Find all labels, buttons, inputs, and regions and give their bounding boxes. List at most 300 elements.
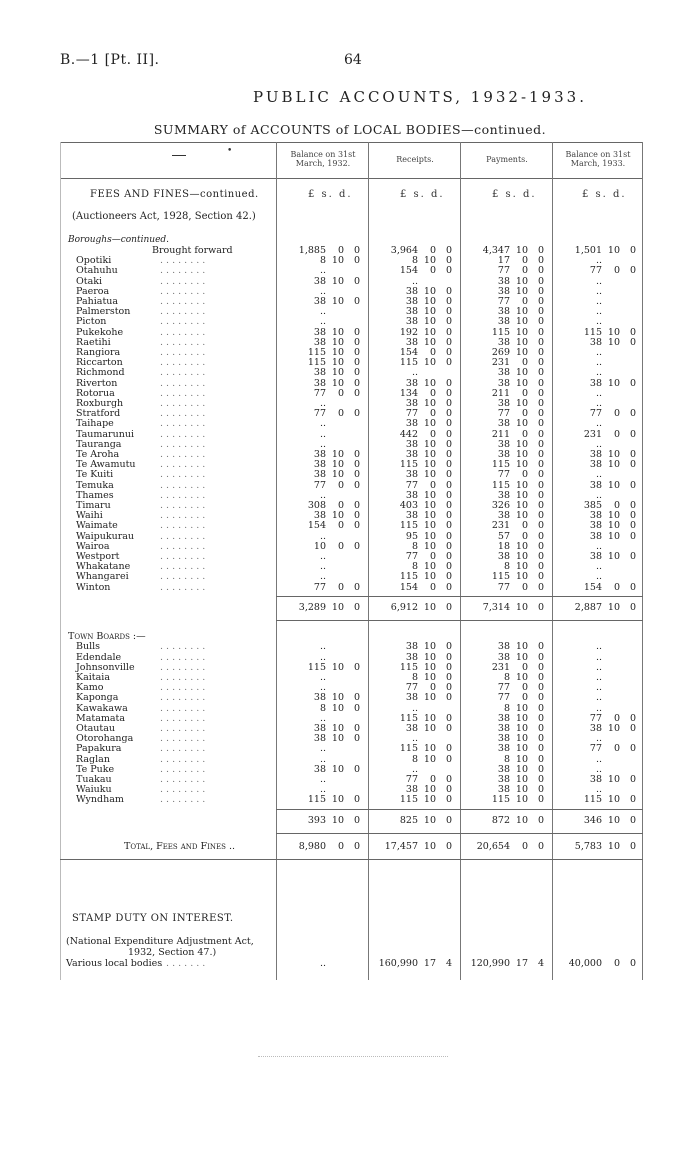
pounds: 115: [307, 347, 326, 358]
shillings: 0: [521, 840, 528, 852]
pounds: 38: [497, 773, 510, 785]
pounds: 38: [405, 418, 418, 430]
amount-c2: [378, 841, 452, 852]
shillings: 10: [423, 459, 436, 471]
row-label: Kaponga: [76, 692, 119, 704]
leader-dots: . . . . . . . .: [160, 500, 206, 511]
pounds: 38: [497, 418, 510, 430]
shillings: 0: [337, 500, 344, 511]
pounds: ..: [319, 265, 326, 277]
amount-c3: [470, 815, 544, 826]
pence: 0: [629, 520, 636, 532]
shillings: 10: [607, 773, 620, 785]
amount-c4: [562, 582, 636, 593]
shillings: 10: [423, 561, 436, 573]
pence: 0: [537, 712, 544, 724]
stub-dot: •: [227, 146, 233, 156]
shillings: 10: [423, 571, 436, 583]
pounds: 115: [491, 459, 510, 471]
pence: 0: [629, 581, 636, 593]
shillings: 10: [331, 367, 344, 379]
pounds: ..: [595, 702, 602, 714]
pounds: ..: [595, 571, 602, 583]
pence: 0: [445, 651, 452, 663]
pence: 0: [629, 500, 636, 511]
pence: 0: [353, 479, 360, 491]
pounds: 38: [589, 336, 602, 348]
pounds: 77: [497, 296, 510, 307]
pence: 0: [537, 347, 544, 358]
leader-dots: . . . . . . . .: [160, 551, 206, 562]
pounds: 8: [503, 561, 510, 573]
page-title: PUBLIC ACCOUNTS, 1932-1933.: [253, 88, 587, 106]
pence: 0: [629, 840, 636, 852]
pounds: 77: [497, 408, 510, 420]
pounds: 8: [411, 671, 418, 683]
pence: 0: [353, 661, 360, 673]
leader-dots: . . . . . . . .: [160, 530, 206, 542]
row-label: Te Awamutu: [76, 459, 136, 471]
row-label: Stratford: [76, 408, 121, 420]
pounds: 231: [491, 661, 510, 673]
header-rule: [60, 178, 643, 179]
shillings: 10: [331, 722, 344, 734]
pounds: 115: [399, 712, 418, 724]
row-label: Raglan: [76, 753, 110, 765]
pounds: 115: [307, 794, 326, 806]
row-label: Total, Fees and Fines ..: [124, 840, 235, 852]
pence: 0: [445, 571, 452, 583]
leader-dots: . . . . . . . .: [160, 692, 206, 704]
pounds: 77: [405, 408, 418, 420]
pounds: 77: [497, 581, 510, 593]
shillings: 0: [337, 408, 344, 420]
shillings: 10: [515, 245, 528, 256]
leader-dots: . . . . . . . .: [160, 336, 206, 348]
pence: 0: [353, 336, 360, 348]
shillings: 10: [607, 794, 620, 806]
pounds: ..: [319, 712, 326, 724]
shillings: 0: [521, 357, 528, 369]
shillings: 10: [515, 306, 528, 318]
shillings: 10: [331, 255, 344, 267]
pence: 0: [445, 489, 452, 501]
pence: 0: [353, 326, 360, 338]
shillings: 10: [607, 326, 620, 338]
shillings: 10: [423, 510, 436, 522]
row-label: Kamo: [76, 682, 104, 694]
pounds: 160,990: [378, 958, 418, 969]
shillings: 0: [429, 387, 436, 399]
pounds: 115: [307, 661, 326, 673]
pounds: 38: [313, 763, 326, 775]
row-label: Various local bodies: [66, 958, 163, 969]
pounds: 7,314: [482, 601, 510, 613]
pounds: 346: [583, 814, 602, 826]
shillings: 10: [423, 520, 436, 532]
pounds: ..: [595, 540, 602, 552]
pence: 0: [353, 500, 360, 511]
pounds: 38: [497, 489, 510, 501]
pence: 0: [537, 428, 544, 440]
shillings: 0: [337, 581, 344, 593]
shillings: 10: [423, 449, 436, 460]
pence: 0: [445, 255, 452, 267]
grand-total-row: [60, 841, 643, 852]
subtotal-rule: [276, 809, 643, 810]
row-label: Wairoa: [76, 540, 110, 552]
pence: 0: [445, 316, 452, 328]
pence: 0: [353, 347, 360, 358]
shillings: 10: [423, 661, 436, 673]
leader-dots: . . . . . . . .: [160, 418, 206, 430]
pounds: 8: [411, 753, 418, 765]
leader-dots: . . . . . . . .: [160, 753, 206, 765]
pence: 0: [445, 306, 452, 318]
pounds: 20,654: [476, 840, 510, 852]
amount-c3: [470, 794, 544, 805]
leader-dots: . . . . . . . .: [160, 682, 206, 694]
pence: 0: [445, 661, 452, 673]
row-label: Raetihi: [76, 336, 111, 348]
pounds: 77: [405, 479, 418, 491]
borough-row: [60, 582, 643, 593]
pounds: 38: [405, 469, 418, 481]
pence: 0: [353, 377, 360, 389]
pounds: 38: [405, 438, 418, 450]
pence: 0: [537, 316, 544, 328]
pence: 0: [537, 408, 544, 420]
pounds: 38: [497, 743, 510, 755]
pounds: 872: [491, 814, 510, 826]
amount-c2: [378, 602, 452, 613]
pounds: ..: [319, 958, 326, 969]
shillings: 10: [607, 551, 620, 562]
pounds: 38: [405, 306, 418, 318]
pence: 0: [537, 306, 544, 318]
pounds: ..: [595, 784, 602, 796]
pounds: 115: [399, 794, 418, 806]
pence: 0: [537, 814, 544, 826]
stub-dash: [172, 155, 186, 156]
pounds: 211: [491, 387, 510, 399]
pounds: 77: [497, 682, 510, 694]
pounds: 115: [399, 520, 418, 532]
pounds: 38: [497, 449, 510, 460]
pounds: 38: [405, 510, 418, 522]
amount-c3: [470, 602, 544, 613]
pence: 0: [445, 794, 452, 806]
pounds: 38: [313, 275, 326, 287]
pence: 0: [537, 245, 544, 256]
fees-heading: FEES AND FINES—continued.: [90, 189, 259, 200]
pounds: 154: [583, 581, 602, 593]
shillings: 10: [423, 285, 436, 297]
shillings: 0: [521, 661, 528, 673]
pence: 0: [537, 530, 544, 542]
units-col-3: £ s. d.: [492, 189, 537, 200]
shillings: 10: [515, 763, 528, 775]
amount-c1: [286, 602, 360, 613]
shillings: 10: [423, 601, 436, 613]
pounds: ..: [319, 438, 326, 450]
row-label: Tauranga: [76, 438, 122, 450]
pence: 0: [629, 551, 636, 562]
pounds: ..: [411, 367, 418, 379]
row-label: Bulls: [76, 641, 101, 653]
pence: 0: [629, 601, 636, 613]
pounds: 38: [497, 285, 510, 297]
pounds: 8: [503, 753, 510, 765]
subtotal-rule: [276, 596, 643, 597]
row-label: Otorohanga: [76, 733, 134, 745]
pounds: 115: [491, 571, 510, 583]
pounds: 10: [313, 540, 326, 552]
shillings: 10: [331, 510, 344, 522]
pence: 0: [445, 510, 452, 522]
shillings: 10: [331, 814, 344, 826]
leader-dots: . . . . . . . .: [160, 581, 206, 593]
auctioneers-act: (Auctioneers Act, 1928, Section 42.): [72, 211, 256, 222]
pounds: 385: [583, 500, 602, 511]
shillings: 10: [515, 561, 528, 573]
pounds: 115: [399, 571, 418, 583]
shillings: 10: [607, 530, 620, 542]
pounds: 154: [399, 581, 418, 593]
pounds: ..: [319, 773, 326, 785]
row-label: Brought forward: [152, 245, 233, 256]
pounds: 38: [497, 651, 510, 663]
shillings: 10: [423, 418, 436, 430]
pounds: 95: [405, 530, 418, 542]
shillings: 0: [521, 520, 528, 532]
shillings: 0: [337, 245, 344, 256]
pence: 0: [537, 753, 544, 765]
pence: 0: [537, 733, 544, 745]
amount-c4: [562, 602, 636, 613]
amount-c2: [378, 815, 452, 826]
leader-dots: . . . . . . . .: [160, 357, 206, 369]
leader-dots: . . . . . . . .: [160, 561, 206, 573]
shillings: 10: [515, 753, 528, 765]
page-reference: B.—1 [Pt. II].: [60, 52, 160, 68]
pence: 0: [445, 682, 452, 694]
shillings: 0: [521, 682, 528, 694]
row-label: Riccarton: [76, 357, 123, 369]
pence: 0: [629, 712, 636, 724]
pounds: ..: [595, 306, 602, 318]
row-label: Whakatane: [76, 561, 131, 573]
shillings: 0: [429, 551, 436, 562]
leader-dots: . . . . . . . .: [160, 661, 206, 673]
pounds: 38: [405, 651, 418, 663]
shillings: 0: [521, 581, 528, 593]
amount-c1: [286, 582, 360, 593]
pence: 0: [445, 601, 452, 613]
shillings: 10: [515, 641, 528, 653]
pence: 0: [537, 671, 544, 683]
shillings: 0: [429, 245, 436, 256]
pence: 0: [353, 814, 360, 826]
pounds: 77: [313, 408, 326, 420]
amount-c1: [286, 815, 360, 826]
pence: 0: [537, 479, 544, 491]
pounds: 38: [497, 377, 510, 389]
shillings: 10: [607, 840, 620, 852]
amount-c3: [470, 582, 544, 593]
shillings: 0: [521, 530, 528, 542]
shillings: 10: [515, 712, 528, 724]
pounds: 231: [491, 357, 510, 369]
pounds: 115: [399, 743, 418, 755]
pence: 0: [537, 540, 544, 552]
shillings: 10: [515, 722, 528, 734]
shillings: 10: [331, 692, 344, 704]
pence: 0: [537, 459, 544, 471]
pence: 0: [629, 794, 636, 806]
boroughs-heading: Boroughs—continued.: [68, 235, 170, 245]
shillings: 10: [423, 316, 436, 328]
shillings: 10: [331, 601, 344, 613]
pounds: 38: [405, 449, 418, 460]
row-label: Richmond: [76, 367, 125, 379]
pence: 0: [445, 753, 452, 765]
pence: 0: [353, 763, 360, 775]
shillings: 10: [423, 641, 436, 653]
pounds: ..: [319, 418, 326, 430]
pounds: 38: [405, 722, 418, 734]
pence: 4: [445, 958, 452, 969]
top-rule: [60, 142, 643, 143]
boroughs-total-row: [60, 602, 643, 613]
pence: 0: [445, 245, 452, 256]
pounds: 38: [497, 316, 510, 328]
leader-dots: . . . . . . . .: [160, 540, 206, 552]
shillings: 10: [515, 285, 528, 297]
shillings: 10: [607, 479, 620, 491]
pence: 0: [353, 702, 360, 714]
row-label: Waipukurau: [76, 530, 135, 542]
pounds: ..: [595, 438, 602, 450]
pounds: 38: [405, 285, 418, 297]
pounds: ..: [411, 275, 418, 287]
pounds: 38: [497, 551, 510, 562]
pounds: 77: [589, 743, 602, 755]
pence: 0: [537, 336, 544, 348]
pounds: 77: [405, 773, 418, 785]
pounds: 38: [589, 520, 602, 532]
row-label: Kaitaia: [76, 671, 110, 683]
shillings: 0: [337, 387, 344, 399]
pence: 0: [629, 408, 636, 420]
pounds: 38: [589, 510, 602, 522]
pounds: 120,990: [470, 958, 510, 969]
amount-c2: [378, 794, 452, 805]
pounds: 115: [399, 661, 418, 673]
shillings: 0: [429, 682, 436, 694]
pence: 0: [445, 418, 452, 430]
shillings: 10: [331, 469, 344, 481]
shillings: 10: [423, 712, 436, 724]
shillings: 0: [613, 712, 620, 724]
pounds: ..: [595, 316, 602, 328]
shillings: 0: [429, 581, 436, 593]
pounds: 38: [497, 763, 510, 775]
pounds: 38: [313, 336, 326, 348]
pounds: 403: [399, 500, 418, 511]
amount-c4: [562, 958, 636, 969]
pence: 0: [445, 377, 452, 389]
pence: 0: [445, 540, 452, 552]
shillings: 10: [515, 418, 528, 430]
row-label: Matamata: [76, 712, 126, 724]
pence: 0: [537, 520, 544, 532]
leader-dots: . . . . . . . .: [160, 489, 206, 501]
pounds: ..: [319, 571, 326, 583]
pounds: 38: [313, 459, 326, 471]
pence: 0: [353, 540, 360, 552]
pounds: ..: [595, 296, 602, 307]
pounds: 326: [491, 500, 510, 511]
row-label: Palmerston: [76, 306, 131, 318]
shillings: 0: [613, 581, 620, 593]
page-subtitle: SUMMARY of ACCOUNTS of LOCAL BODIES—continued.: [153, 122, 547, 137]
pence: 0: [445, 692, 452, 704]
pence: 0: [537, 840, 544, 852]
shillings: 10: [515, 316, 528, 328]
row-label: Roxburgh: [76, 398, 124, 409]
leader-dots: . . . . . . . .: [160, 784, 206, 796]
row-label: Westport: [76, 551, 120, 562]
pounds: 8: [503, 702, 510, 714]
shillings: 10: [607, 601, 620, 613]
pounds: 3,289: [298, 601, 326, 613]
shillings: 10: [331, 357, 344, 369]
leader-dots: . . . . . . . .: [160, 347, 206, 358]
amount-c4: [562, 841, 636, 852]
pence: 0: [353, 367, 360, 379]
shillings: 10: [331, 794, 344, 806]
pounds: ..: [319, 551, 326, 562]
shillings: 10: [515, 367, 528, 379]
shillings: 0: [337, 840, 344, 852]
pence: 0: [353, 296, 360, 307]
pence: 0: [445, 520, 452, 532]
pounds: 38: [497, 722, 510, 734]
leader-dots: . . . . . . . .: [160, 571, 206, 583]
pence: 0: [537, 651, 544, 663]
pence: 0: [353, 794, 360, 806]
shillings: 10: [331, 733, 344, 745]
subtotal-rule: [276, 833, 643, 834]
pence: 0: [353, 469, 360, 481]
shillings: 0: [521, 408, 528, 420]
pounds: ..: [595, 275, 602, 287]
leader-dots: . . . . . . . .: [160, 722, 206, 734]
pounds: 38: [313, 377, 326, 389]
shillings: 10: [515, 510, 528, 522]
pounds: 38: [589, 773, 602, 785]
leader-dots: . . . . . . . .: [160, 316, 206, 328]
pounds: 77: [313, 581, 326, 593]
row-label: Rangiora: [76, 347, 121, 358]
pence: 0: [353, 733, 360, 745]
pence: 0: [629, 265, 636, 277]
shillings: 10: [515, 733, 528, 745]
page-foot-rule: [258, 1056, 448, 1057]
row-label: Rotorua: [76, 387, 115, 399]
row-label: Taihape: [76, 418, 114, 430]
